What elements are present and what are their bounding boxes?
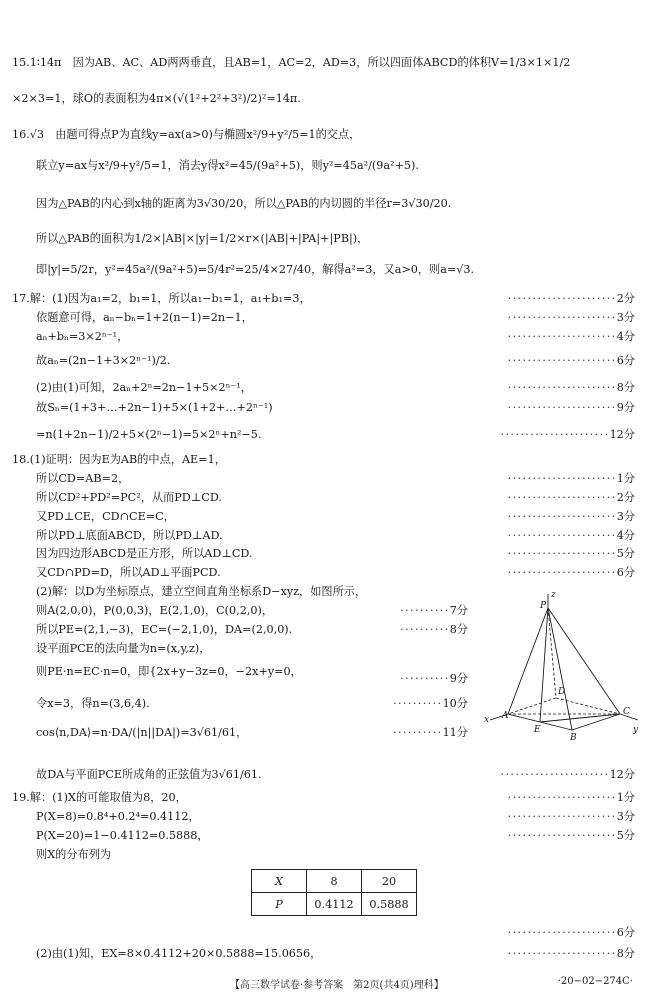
label-P: P — [540, 601, 547, 611]
solution-line: 19.解：(1)X的可能取值为8，20， — [12, 791, 187, 804]
score-value: 1分 — [616, 791, 635, 804]
label-C: C — [623, 707, 630, 717]
solution-line: P(X=20)=1−0.4112=0.5888， — [36, 829, 209, 842]
solution-line: 令x=3，得n=(3,6,4). — [36, 697, 150, 710]
table-row — [252, 893, 417, 916]
dot-leader: ······················ — [507, 491, 617, 504]
dot-leader: ······················ — [507, 292, 617, 305]
score-value: 3分 — [616, 311, 635, 324]
score-mark — [501, 428, 635, 442]
label-A: A — [502, 711, 509, 721]
dot-leader: ······················ — [507, 510, 617, 523]
solution-line: 则A(2,0,0)，P(0,0,3)，E(2,1,0)，C(0,2,0)， — [36, 604, 274, 617]
dot-leader: ······················ — [507, 947, 617, 960]
score-mark — [400, 623, 468, 637]
footer-code: ·20−02−274C· — [557, 976, 633, 987]
solution-line: 故aₙ=(2n−1+3×2ⁿ⁻¹)/2. — [36, 354, 171, 367]
score-value: 6分 — [616, 566, 635, 579]
label-x: x — [484, 715, 490, 725]
solution-line: 因为四边形ABCD是正方形，所以AD⊥CD. — [36, 547, 253, 560]
table-cell: 20 — [362, 870, 417, 893]
edge-DA — [508, 698, 556, 714]
solution-line: cos⟨n,DA⟩=n·DA/(|n||DA|)=3√61/61， — [36, 726, 248, 739]
dot-leader: ·········· — [400, 623, 450, 636]
pyramid-figure — [478, 590, 643, 740]
score-value: 2分 — [616, 292, 635, 305]
score-value: 4分 — [616, 330, 635, 343]
score-value: 2分 — [616, 491, 635, 504]
label-D: D — [558, 687, 566, 697]
solution-line: 依题意可得，aₙ−bₙ=1+2(n−1)=2n−1， — [36, 311, 253, 324]
dot-leader: ······················ — [507, 330, 617, 343]
solution-line: 又CD∩PD=D，所以AD⊥平面PCD. — [36, 566, 221, 579]
table-cell: P — [252, 893, 307, 916]
solution-line: 18.(1)证明：因为E为AB的中点，AE=1， — [12, 453, 226, 466]
solution-line: 设平面PCE的法向量为n=(x,y,z)， — [36, 642, 211, 655]
solution-line: 故DA与平面PCE所成角的正弦值为3√61/61. — [36, 768, 262, 781]
distribution-table — [251, 869, 417, 916]
dot-leader: ······················ — [507, 547, 617, 560]
score-value: 5分 — [616, 829, 635, 842]
dot-leader: ·········· — [393, 697, 443, 710]
solution-line: 则X的分布列为 — [36, 848, 112, 861]
score-mark — [508, 829, 635, 843]
score-mark — [400, 672, 468, 686]
solution-line: 17.解：(1)因为a₁=2，b₁=1，所以a₁−b₁=1，a₁+b₁=3， — [12, 292, 311, 305]
score-mark — [508, 330, 635, 344]
score-value: 8分 — [616, 381, 635, 394]
score-mark — [508, 791, 635, 805]
solution-line: 因为△PAB的内心到x轴的距离为3√30/20，所以△PAB的内切圆的半径r=3√30/20. — [36, 197, 452, 210]
score-value: 9分 — [449, 672, 468, 685]
score-value: 6分 — [616, 354, 635, 367]
dot-leader: ······················ — [500, 428, 610, 441]
dot-leader: ······················ — [507, 791, 617, 804]
solution-line: 所以CD²+PD²=PC²，从而PD⊥CD. — [36, 491, 222, 504]
score-mark — [508, 566, 635, 580]
solution-line: 即|y|=5/2r，y²=45a²/(9a²+5)=5/4r²=25/4×27/40，解得a²=3，又a>0，则a=√3. — [36, 263, 475, 276]
dot-leader: ······················ — [507, 381, 617, 394]
score-value: 3分 — [616, 810, 635, 823]
score-value: 10分 — [442, 697, 468, 710]
score-value: 3分 — [616, 510, 635, 523]
score-mark — [508, 810, 635, 824]
score-mark — [393, 726, 468, 740]
score-mark — [508, 381, 635, 395]
score-value: 1分 — [616, 472, 635, 485]
score-mark — [508, 529, 635, 543]
score-mark — [508, 311, 635, 325]
footer-title: 【高三数学试卷·参考答案 第2页(共4页)理科】 — [230, 980, 444, 991]
score-value: 6分 — [616, 926, 635, 939]
label-z: z — [551, 590, 556, 600]
dot-leader: ·········· — [400, 604, 450, 617]
dot-leader: ·········· — [393, 726, 443, 739]
score-mark — [393, 697, 468, 711]
solution-line: (2)由(1)知，EX=8×0.4112+20×0.5888=15.0656， — [36, 947, 322, 960]
dot-leader: ······················ — [507, 926, 617, 939]
table-row — [252, 870, 417, 893]
score-mark — [508, 354, 635, 368]
score-mark — [501, 768, 635, 782]
solution-line: 所以△PAB的面积为1/2×|AB|×|y|=1/2×r×(|AB|+|PA|+|PB|)， — [36, 232, 369, 245]
solution-line: (2)解：以D为坐标原点，建立空间直角坐标系D−xyz，如图所示， — [36, 585, 367, 598]
table-cell: 8 — [307, 870, 362, 893]
dot-leader: ······················ — [507, 529, 617, 542]
solution-line: 16.√3 由题可得点P为直线y=ax(a>0)与椭圆x²/9+y²/5=1的交点， — [12, 128, 361, 141]
score-mark — [508, 491, 635, 505]
dot-leader: ······················ — [507, 472, 617, 485]
solution-line: 联立y=ax与x²/9+y²/5=1，消去y得x²=45/(9a²+5)，则y²=45a²/(9a²+5). — [36, 159, 419, 172]
score-mark — [400, 604, 468, 618]
score-mark — [508, 947, 635, 961]
table-cell: 0.4112 — [307, 893, 362, 916]
score-mark — [508, 547, 635, 561]
label-E: E — [534, 725, 541, 735]
score-mark — [508, 472, 635, 486]
dot-leader: ······················ — [500, 768, 610, 781]
score-value: 12分 — [609, 428, 635, 441]
solution-line: ×2×3=1，球O的表面积为4π×(√(1²+2²+3²)/2)²=14π. — [12, 92, 301, 105]
dot-leader: ······················ — [507, 354, 617, 367]
solution-line: 所以PE=(2,1,−3)，EC=(−2,1,0)，DA=(2,0,0). — [36, 623, 293, 636]
solution-line: 所以CD=AB=2， — [36, 472, 130, 485]
score-mark — [508, 510, 635, 524]
dot-leader: ······················ — [507, 311, 617, 324]
solution-line: aₙ+bₙ=3×2ⁿ⁻¹， — [36, 330, 129, 343]
score-value: 11分 — [442, 726, 468, 739]
solution-line: 15.1∶14π 因为AB、AC、AD两两垂直，且AB=1，AC=2，AD=3，所以四面体ABCD的体积V=1/3×1×1/2 — [12, 56, 571, 69]
score-value: 7分 — [449, 604, 468, 617]
score-value: 4分 — [616, 529, 635, 542]
edge-PD — [548, 608, 556, 698]
score-value: 8分 — [616, 947, 635, 960]
label-y: y — [633, 725, 639, 735]
dot-leader: ······················ — [507, 401, 617, 414]
score-mark — [508, 401, 635, 415]
score-value: 5分 — [616, 547, 635, 560]
table-cell: X — [252, 870, 307, 893]
solution-line: 所以PD⊥底面ABCD，所以PD⊥AD. — [36, 529, 223, 542]
score-value: 8分 — [449, 623, 468, 636]
solution-line: P(X=8)=0.8⁴+0.2⁴=0.4112， — [36, 810, 200, 823]
solution-line: 则PE·n=EC·n=0，即{2x+y−3z=0，−2x+y=0， — [36, 665, 302, 678]
solution-line: =n(1+2n−1)/2+5×(2ⁿ−1)=5×2ⁿ+n²−5. — [36, 428, 262, 441]
score-mark — [508, 926, 635, 940]
dot-leader: ······················ — [507, 810, 617, 823]
dot-leader: ······················ — [507, 829, 617, 842]
score-value: 12分 — [609, 768, 635, 781]
label-B: B — [570, 733, 577, 740]
solution-line: (2)由(1)可知，2aₙ+2ⁿ=2n−1+5×2ⁿ⁻¹， — [36, 381, 252, 394]
dot-leader: ······················ — [507, 566, 617, 579]
solution-line: 又PD⊥CE，CD∩CE=C， — [36, 510, 175, 523]
solution-line: 故Sₙ=(1+3+…+2n−1)+5×(1+2+…+2ⁿ⁻¹) — [36, 401, 273, 414]
score-value: 9分 — [616, 401, 635, 414]
dot-leader: ·········· — [400, 672, 450, 685]
table-cell: 0.5888 — [362, 893, 417, 916]
score-mark — [508, 292, 635, 306]
